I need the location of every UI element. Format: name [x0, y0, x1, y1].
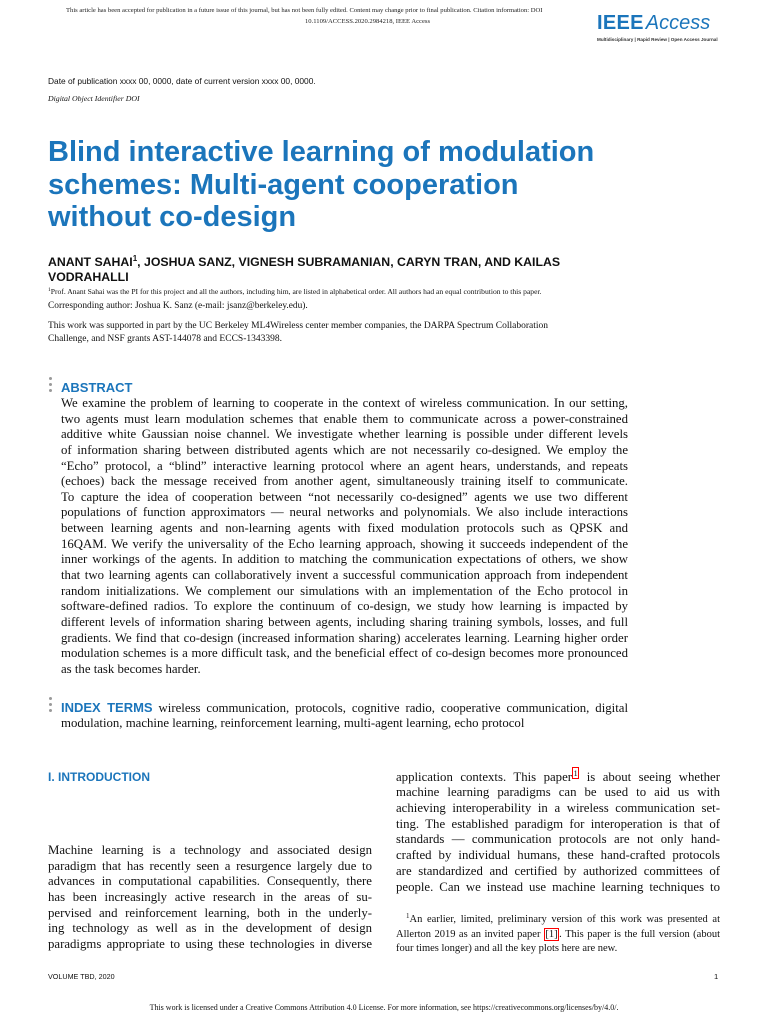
citation-link[interactable]: [1] — [545, 928, 558, 940]
funding-line: Challenge, and NSF grants AST-144078 and ECCS-1343398. — [48, 334, 282, 344]
abstract-line: (echoes) back the message received from another agent, simultaneously training itself to communicate. — [61, 474, 628, 489]
footnote-mark: 1 — [406, 912, 410, 920]
author-footnote-text: Prof. Anant Sahai was the PI for this project and all the authors, including him, are listed in alphabetical order. All authors had an equal contribution to this paper. — [50, 287, 542, 296]
license-notice: This work is licensed under a Creative Commons Attribution 4.0 License. For more information, see https://creativecommons.org/licenses/by/4.0/. — [149, 1003, 619, 1012]
abstract-line: inner workings of the agents. In addition to matching the communication expectations of others, we show — [61, 552, 628, 567]
marker-dot — [49, 709, 52, 712]
footnote-text: An earlier, limited, preliminary version of this work was presented at — [409, 914, 720, 925]
intro-line: has been increasingly active research in the areas of su- — [48, 889, 372, 904]
corresponding-author: Corresponding author: Joshua K. Sanz (e-mail: jsanz@berkeley.edu). — [48, 301, 308, 311]
abstract-line: “Echo” protocol, a “blind” interactive learning protocol where an agent hears, understands, and repeats — [61, 458, 628, 473]
footnote-line: four times longer) and all the key plots here are new. — [396, 943, 618, 954]
footnote-link[interactable]: 1 — [573, 768, 578, 778]
footnote-mark: 1 — [48, 287, 51, 293]
intro-line: ing technology as well as in the development of design — [48, 921, 372, 936]
abstract-line: additive white Gaussian noise channel. We investigate whether learning is possible under different levels — [61, 427, 628, 442]
intro-right-column — [396, 769, 720, 896]
intro-line: are standardized and certified by authorized committees of — [396, 864, 720, 879]
abstract-line: software-defined radios. To explore the continuum of co-design, we study how learning is impacted by — [61, 599, 628, 614]
intro-line: people. Can we instead use machine learning techniques to — [396, 880, 720, 895]
author-line: VODRAHALLI — [48, 270, 129, 284]
section-marker-dots — [49, 697, 53, 715]
abstract-line: two agents must learn modulation schemes that enable them to communicate across a power-constrained — [61, 411, 628, 426]
intro-line: paradigms appropriate to using these technologies in diverse — [48, 936, 372, 951]
footnote-text: Allerton 2019 as an invited paper — [396, 928, 544, 940]
journal-logo — [597, 12, 722, 42]
title-line: Blind interactive learning of modulation — [48, 136, 595, 168]
intro-line: standards — communication protocols are not only hand- — [396, 832, 720, 847]
page-number: 1 — [714, 972, 719, 981]
index-terms-line — [61, 700, 628, 716]
footnote-text: . This paper is the full version (about — [559, 928, 720, 940]
abstract-line: between learning agents and non-learning agents with fixed modulation protocols such as QPSK and — [61, 521, 628, 536]
abstract-line: as the task becomes harder. — [61, 661, 201, 676]
author-name: ANANT SAHAI — [48, 255, 133, 269]
intro-line — [396, 769, 720, 785]
index-terms — [61, 700, 628, 732]
abstract-line: 16QAM. We verify the universality of the Echo learning approach, showing it succeeds independent of the — [61, 536, 628, 551]
index-terms-heading: INDEX TERMS — [61, 700, 153, 715]
marker-dot — [49, 697, 52, 700]
volume-label: VOLUME TBD, 2020 — [48, 972, 115, 981]
intro-line: advances in computational capabilities. Consequently, there — [48, 874, 372, 889]
intro-line: ting. The established paradigm for interoperation is that of — [396, 816, 720, 831]
intro-line: crafted by individual humans, these hand-crafted protocols — [396, 848, 720, 863]
funding-line: This work was supported in part by the UC Berkeley ML4Wireless center member companies, the DARPA Spectrum Collaboration — [48, 321, 549, 331]
title-line: schemes: Multi-agent cooperation — [48, 168, 519, 201]
text-fragment: application contexts. This paper — [396, 770, 573, 784]
abstract-line: that two learning agents can collaboratively invent a successful communication approach from independent — [61, 568, 628, 583]
logo-access-text: Access — [645, 12, 711, 34]
logo-tagline: Multidisciplinary | Rapid Review | Open Access Journal — [597, 37, 718, 42]
doi-label: Digital Object Identifier DOI — [48, 94, 140, 103]
abstract-line: To capture the idea of cooperation between “not necessarily co-designed” agents we use two different — [61, 489, 628, 504]
intro-line: paradigm that has recently seen a resurgence largely due to — [48, 858, 372, 873]
marker-dot — [49, 383, 52, 386]
intro-left-column — [48, 843, 372, 953]
paper-title — [48, 136, 688, 234]
abstract-line: random initializations. We complement our simulations with an implementation of the Echo protocol in — [61, 583, 628, 598]
funding-statement — [48, 320, 548, 346]
index-terms-line: modulation, machine learning, reinforcement learning, multi-agent learning, echo protocol — [61, 715, 525, 730]
publication-notice: This article has been accepted for publication in a future issue of this journal, but has not been fully edited. Content may change prior to final publication. Citation information: DOI — [66, 7, 543, 14]
author-footnote — [48, 287, 542, 296]
author-line — [48, 255, 728, 270]
title-line: without co-design — [48, 201, 297, 233]
abstract-body — [61, 396, 628, 678]
citation-doi: 10.1109/ACCESS.2020.2984218, IEEE Access — [305, 18, 431, 25]
abstract-line: different levels of information sharing between agents, including sharing training symbols, losses, and full — [61, 614, 628, 629]
author-footnote-mark: 1 — [132, 254, 138, 263]
marker-dot — [49, 377, 52, 380]
page-footnote — [396, 913, 720, 957]
author-list — [48, 255, 728, 285]
intro-line: pervised and reinforcement learning, both in the underly- — [48, 905, 372, 920]
intro-line: Machine learning is a technology and associated design — [48, 843, 372, 857]
intro-line: machine learning paradigms can be used to aid us with — [396, 784, 720, 799]
abstract-line: We examine the problem of learning to cooperate in the context of wireless communication. In our setting, — [61, 396, 628, 410]
abstract-line: modulation schemes is a more difficult task, and the beneficial effect of co-design becomes more pronounced — [61, 646, 628, 661]
section-marker-dots — [49, 377, 53, 395]
marker-dot — [49, 389, 52, 392]
footnote-line — [396, 913, 720, 928]
abstract-line: gradients. We find that co-design (increased information sharing) accelerates learning. Learning higher order — [61, 630, 628, 645]
marker-dot — [49, 703, 52, 706]
index-terms-text: wireless communication, protocols, cognitive radio, cooperative communication, digital — [152, 701, 628, 715]
abstract-heading: ABSTRACT — [61, 380, 133, 395]
logo-ieee-text: IEEE — [597, 12, 644, 34]
footnote-line — [396, 928, 720, 943]
publication-dates: Date of publication xxxx 00, 0000, date of current version xxxx 00, 0000. — [48, 76, 316, 86]
abstract-line: populations of function approximators — neural networks and polynomials. We also include interactions — [61, 505, 628, 520]
text-fragment: is about seeing whether — [579, 770, 720, 784]
abstract-line: of information sharing between distributed agents which are not necessarily co-designed. We employ the — [61, 442, 628, 457]
author-names: , JOSHUA SANZ, VIGNESH SUBRAMANIAN, CARYN TRAN, AND KAILAS — [137, 255, 561, 269]
intro-line: achieving interoperability in a wireless communication set- — [396, 800, 720, 815]
section-heading-introduction: I. INTRODUCTION — [48, 770, 150, 784]
